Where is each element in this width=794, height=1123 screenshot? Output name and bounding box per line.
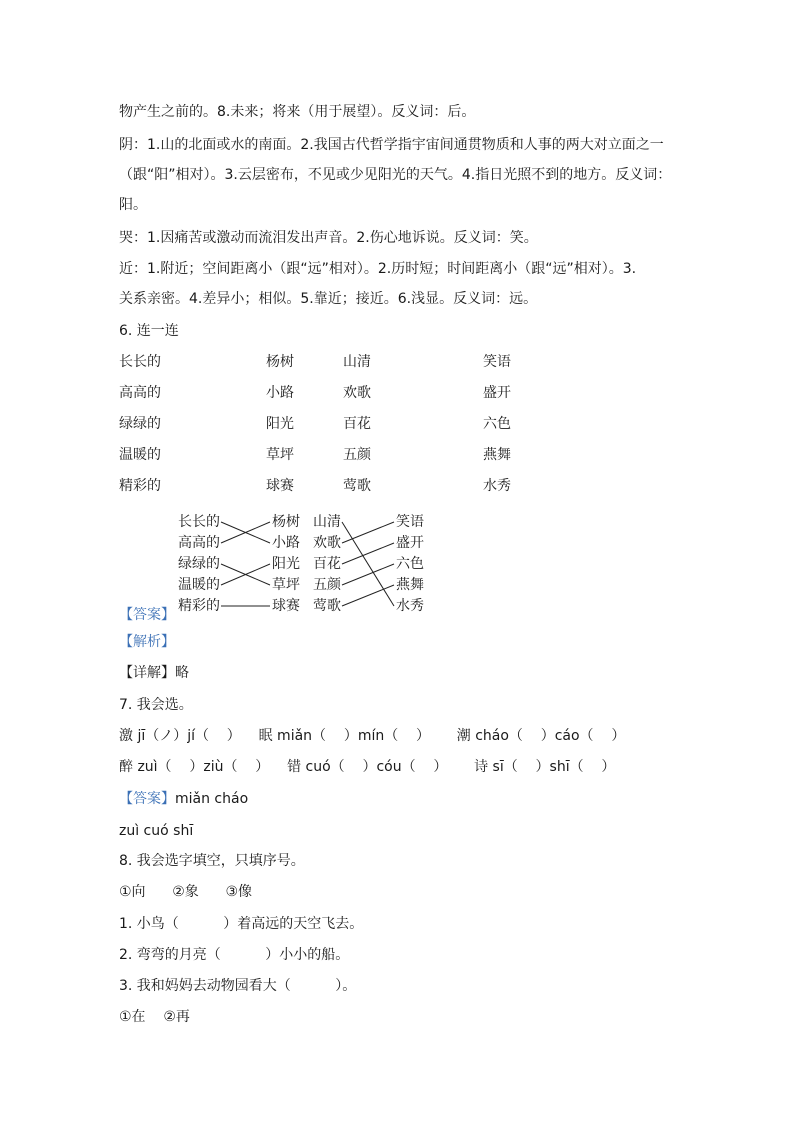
word: 五颜 (313, 577, 341, 593)
connector-line (342, 543, 394, 564)
word: 阳光 (266, 416, 294, 432)
word: 小路 (272, 535, 300, 551)
connector-line (342, 522, 394, 606)
word: 六色 (483, 416, 511, 432)
question-6-title: 6. 连一连 (119, 323, 179, 339)
text-line: 关系亲密。4.差异小；相似。5.靠近；接近。6.浅显。反义词：远。 (119, 291, 538, 307)
word: 水秀 (483, 478, 511, 494)
analysis-label: 【解析】 (119, 634, 175, 650)
word: 燕舞 (396, 577, 424, 593)
question-7-row: 激 jī（ノ）jí（ ） 眠 miǎn（ ）mín（ ） 潮 cháo（ ）cáo（ ） (119, 728, 626, 744)
answer-label: 【答案】 (119, 607, 175, 623)
question-7-answer (119, 789, 248, 809)
word: 百花 (313, 556, 341, 572)
word: 绿绿的 (119, 416, 161, 432)
sentence-blank: 3. 我和妈妈去动物园看大（ ）。 (119, 978, 357, 994)
word: 精彩的 (178, 598, 220, 614)
text-line: 物产生之前的。8.未来；将来（用于展望）。反义词：后。 (119, 104, 476, 120)
word: 温暖的 (178, 577, 220, 593)
connector-line (221, 522, 270, 543)
word: 阳光 (272, 556, 300, 572)
detail-row (119, 663, 189, 683)
options-row: ①向 ②象 ③像 (119, 884, 253, 900)
connector-line (342, 585, 394, 606)
detail-label: 【详解】 (119, 665, 175, 681)
word: 草坪 (272, 577, 300, 593)
text-line: 哭：1.因痛苦或激动而流泪发出声音。2.伤心地诉说。反义词：笑。 (119, 230, 538, 246)
options-row: ①在 ②再 (119, 1009, 190, 1025)
word: 山清 (343, 354, 371, 370)
word: 燕舞 (483, 447, 511, 463)
connector-line (221, 564, 270, 585)
word: 小路 (266, 385, 294, 401)
text-line: 近：1.附近；空间距离小（跟“远”相对）。2.历时短；时间距离小（跟“远”相对）。3. (119, 261, 637, 277)
word: 山清 (313, 514, 341, 530)
question-7-row: 醉 zuì（ ）ziù（ ） 错 cuó（ ）cóu（ ） 诗 sī（ ）shī（ ） (119, 759, 616, 775)
word: 杨树 (266, 354, 294, 370)
text-line: （跟“阳”相对）。3.云层密布，不见或少见阳光的天气。4.指日光照不到的地方。反义词： (119, 167, 672, 183)
word: 温暖的 (119, 447, 161, 463)
connector-line (342, 564, 394, 585)
word: 精彩的 (119, 478, 161, 494)
word: 盛开 (396, 535, 424, 551)
word: 欢歌 (343, 385, 371, 401)
word: 杨树 (272, 514, 300, 530)
word: 绿绿的 (178, 556, 220, 572)
text-line: 阴：1.山的北面或水的南面。2.我国古代哲学指宇宙间通贯物质和人事的两大对立面之一 (119, 137, 664, 153)
word: 草坪 (266, 447, 294, 463)
question-8-title: 8. 我会选字填空，只填序号。 (119, 853, 305, 869)
word: 盛开 (483, 385, 511, 401)
text-line: 阳。 (119, 197, 147, 213)
word: 长长的 (119, 354, 161, 370)
word: 六色 (396, 556, 424, 572)
sentence-blank: 1. 小鸟（ ）着高远的天空飞去。 (119, 916, 364, 932)
word: 水秀 (396, 598, 424, 614)
word: 球赛 (266, 478, 294, 494)
word: 高高的 (119, 385, 161, 401)
word: 球赛 (272, 598, 300, 614)
word: 莺歌 (313, 598, 341, 614)
connector-line (221, 522, 270, 543)
word: 笑语 (396, 514, 424, 530)
word: 长长的 (178, 514, 220, 530)
word: 百花 (343, 416, 371, 432)
answer-label: 【答案】 (119, 791, 175, 807)
word: 欢歌 (313, 535, 341, 551)
word: 莺歌 (343, 478, 371, 494)
connector-line (221, 564, 270, 585)
answer-text: miǎn cháo (175, 791, 249, 807)
word: 笑语 (483, 354, 511, 370)
sentence-blank: 2. 弯弯的月亮（ ）小小的船。 (119, 947, 350, 963)
word: 高高的 (178, 535, 220, 551)
question-7-title: 7. 我会选。 (119, 697, 193, 713)
answer-text: zuì cuó shī (119, 823, 194, 839)
connector-line (342, 522, 394, 543)
word: 五颜 (343, 447, 371, 463)
detail-text: 略 (175, 665, 189, 681)
